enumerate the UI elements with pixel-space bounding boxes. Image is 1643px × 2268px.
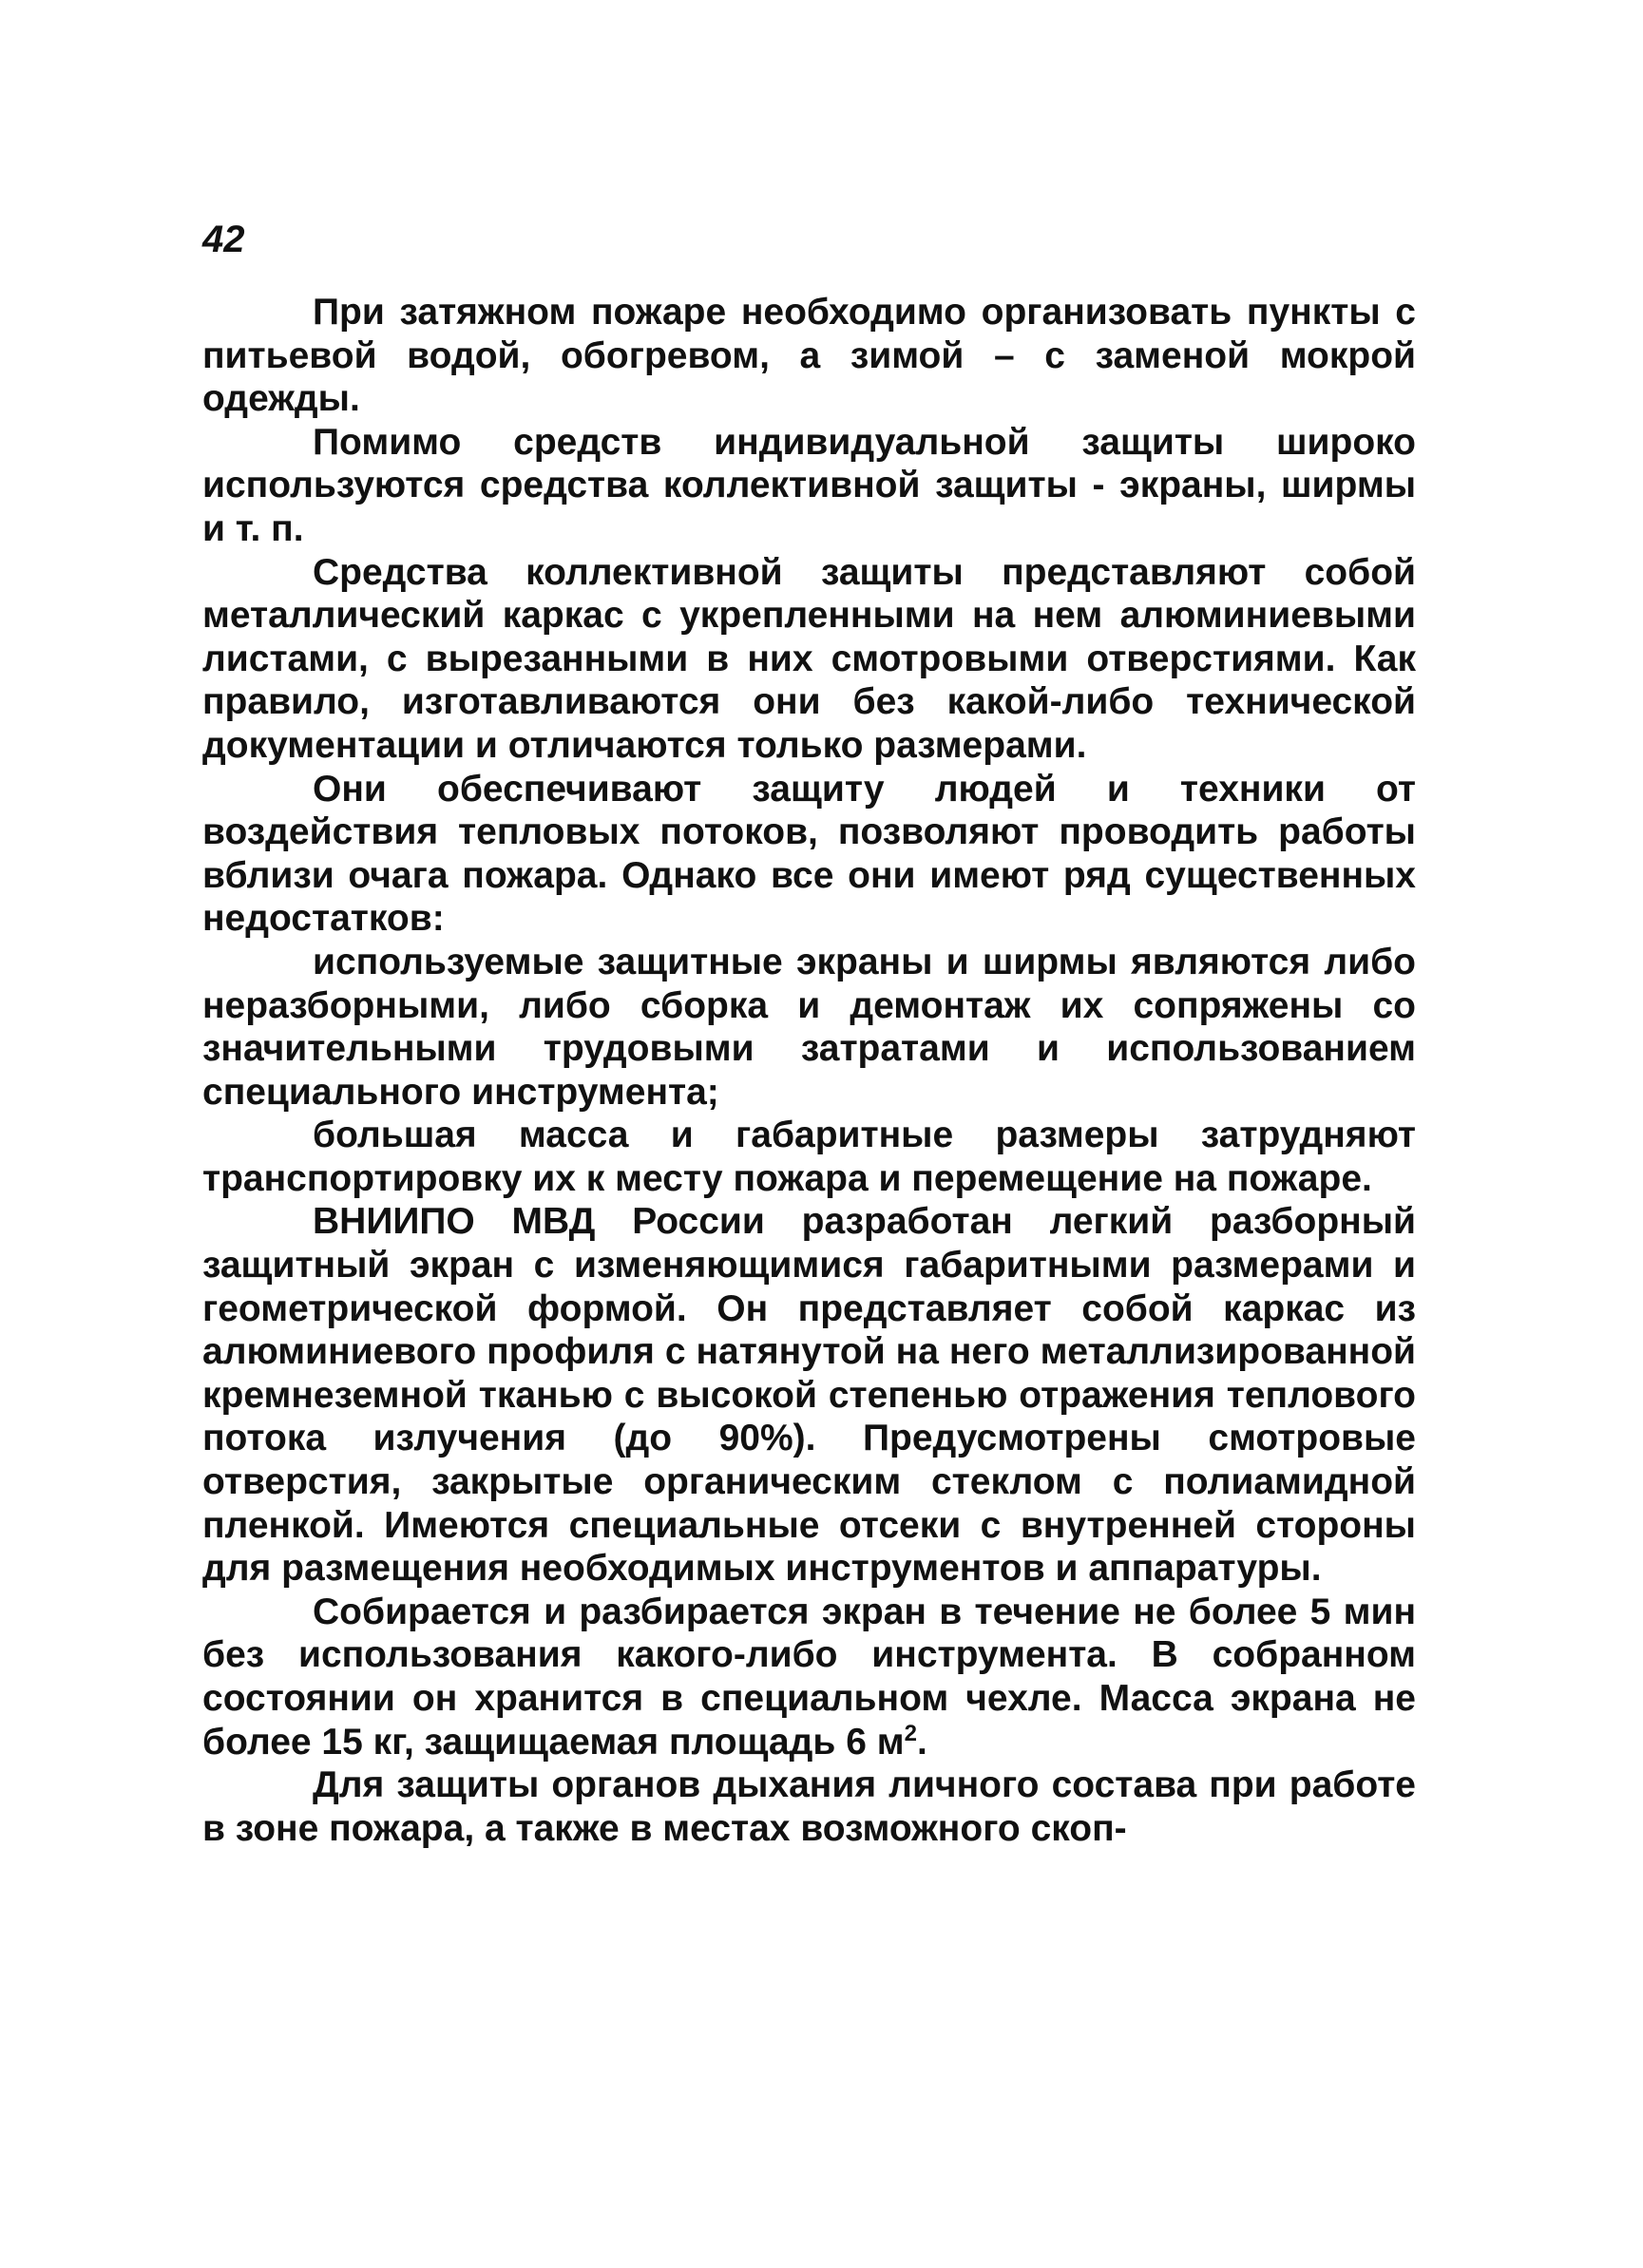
paragraph-3: Средства коллективной защиты представляют собой металлический каркас с укрепленными на нем алюминиевыми листами, с вырезанными в них смотровыми отверстиями. Как правило, изготавливаются они без какой-либо технической документации и отличаются только размерами. (202, 551, 1416, 766)
paragraph-2: Помимо средств индивидуальной защиты широко используются средства коллективной защиты - экраны, ширмы и т. п. (202, 421, 1416, 549)
paragraph-8 (202, 1591, 1416, 1763)
paragraph-9: Для защиты органов дыхания личного состава при работе в зоне пожара, а также в местах возможного скоп- (202, 1764, 1416, 1849)
page-number: 42 (202, 219, 245, 260)
body-text (202, 291, 1416, 1850)
paragraph-4: Они обеспечивают защиту людей и техники от воздействия тепловых потоков, позволяют проводить работы вблизи очага пожара. Однако все они имеют ряд существенных недостатков: (202, 768, 1416, 940)
paragraph-7: ВНИИПО МВД России разработан легкий разборный защитный экран с изменяющимися габаритными размерами и геометрической формой. Он представляет собой каркас из алюминиевого профиля с натянутой на него металлизированной кремнеземной тканью с высокой степенью отражения теплового потока излучения (до 90%). Предусмотрены смотровые отверстия, закрытые органическим стеклом с полиамидной пленкой. Имеются специальные отсеки с внутренней стороны для размещения необходимых инструментов и аппаратуры. (202, 1201, 1416, 1590)
paragraph-8-text: Собирается и разбирается экран в течение не более 5 мин без использования какого-либо инструмента. В собранном состоянии он хранится в специальном чехле. Масса экрана не более 15 кг, защищаемая площадь 6 м (202, 1591, 1416, 1763)
area-unit-superscript: 2 (904, 1720, 917, 1746)
paragraph-6-list-item: большая масса и габаритные размеры затрудняют транспортировку их к месту пожара и перемещение на пожаре. (202, 1115, 1416, 1199)
paragraph-1: При затяжном пожаре необходимо организовать пункты с питьевой водой, обогревом, а зимой – с заменой мокрой одежды. (202, 292, 1416, 420)
paragraph-8-end: . (916, 1721, 927, 1763)
paragraph-5-list-item: используемые защитные экраны и ширмы являются либо неразборными, либо сборка и демонтаж их сопряжены со значительными трудовыми затратами и использованием специального инструмента; (202, 941, 1416, 1113)
